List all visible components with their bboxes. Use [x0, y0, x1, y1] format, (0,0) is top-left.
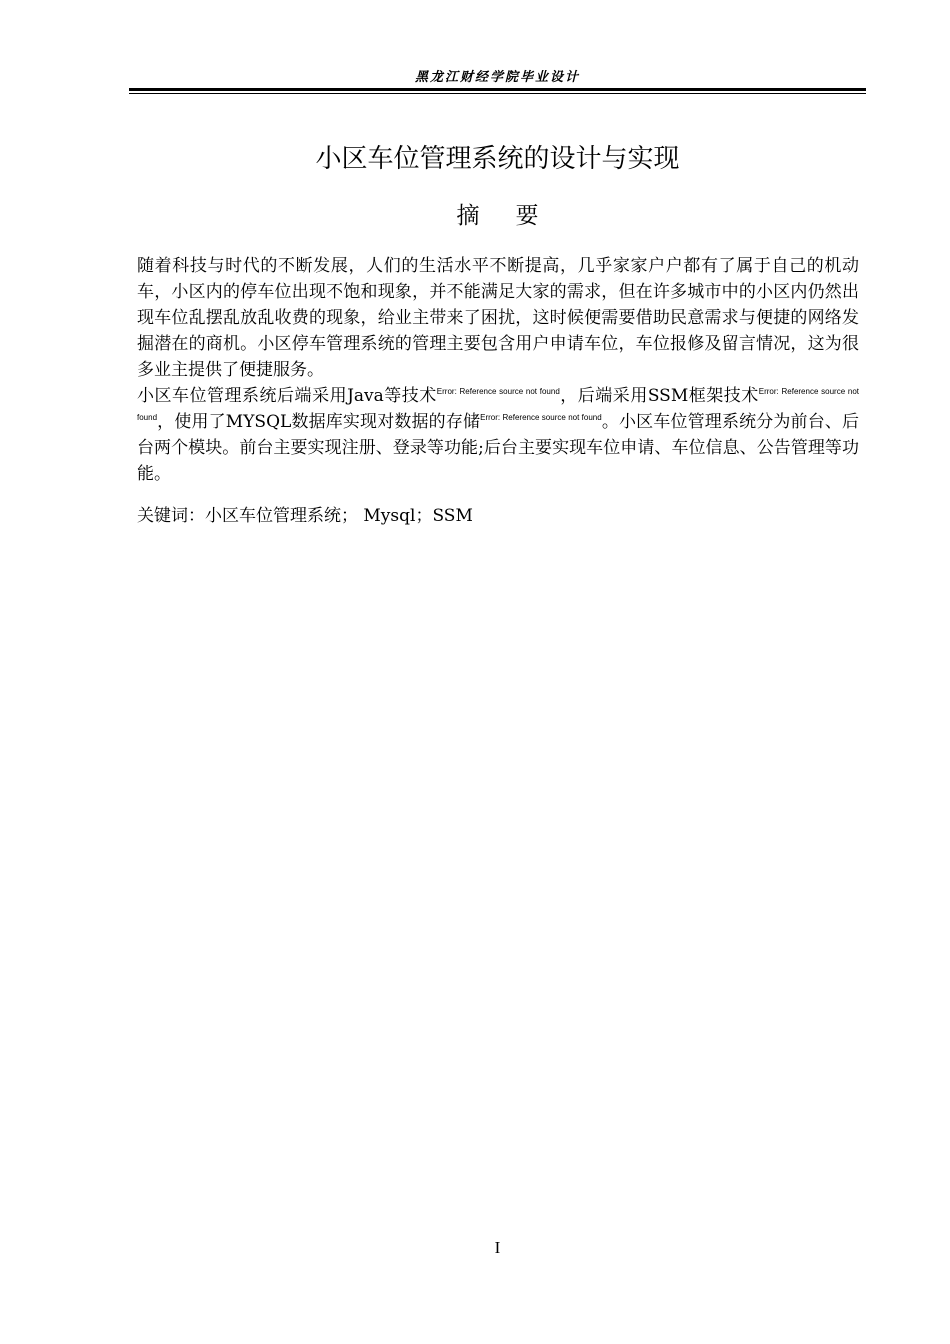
abstract-paragraph-2	[137, 383, 859, 487]
keywords-label: 关键词：	[137, 506, 205, 526]
paragraph-2-part-4: 。小区车位管理系统分为前台、后台两个模块。前台主要实现注册、登录等功能;后台主要实现车位申请、车位信息、公告管理等功能。	[137, 412, 860, 484]
reference-error-1: Error: Reference source not found	[436, 387, 560, 396]
running-header: 黑龙江财经学院毕业设计	[414, 70, 580, 85]
header-rule-thick	[129, 88, 866, 91]
paragraph-2-part-1: 小区车位管理系统后端采用Java等技术	[137, 386, 437, 406]
reference-error-2: Error: Reference source not found	[137, 387, 859, 422]
abstract-paragraph-1: 随着科技与时代的不断发展，人们的生活水平不断提高，几乎家家户户都有了属于自己的机动车，小区内的停车位出现不饱和现象，并不能满足大家的需求，但在许多城市中的小区内仍然出现车位乱摆乱放乱收费的现象，给业主带来了困扰，这时候便需要借助民意需求与便捷的网络发掘潜在的商机。小区停车管理系统的管理主要包含用户申请车位，车位报修及留言情况，这为很多业主提供了便捷服务。	[137, 256, 859, 380]
header-rule-thin	[129, 93, 866, 94]
keywords-line	[137, 504, 859, 528]
paragraph-2-part-3: ，使用了MYSQL数据库实现对数据的存储	[157, 412, 481, 432]
reference-error-3: Error: Reference source not found	[480, 413, 602, 422]
abstract-body	[137, 253, 859, 487]
keywords-value: 小区车位管理系统； Mysql；SSM	[205, 506, 473, 526]
abstract-heading: 摘要	[456, 203, 575, 229]
document-title: 小区车位管理系统的设计与实现	[315, 144, 680, 174]
page-number: I	[494, 1238, 501, 1257]
paragraph-2-part-2: ，后端采用SSM框架技术	[559, 386, 759, 406]
